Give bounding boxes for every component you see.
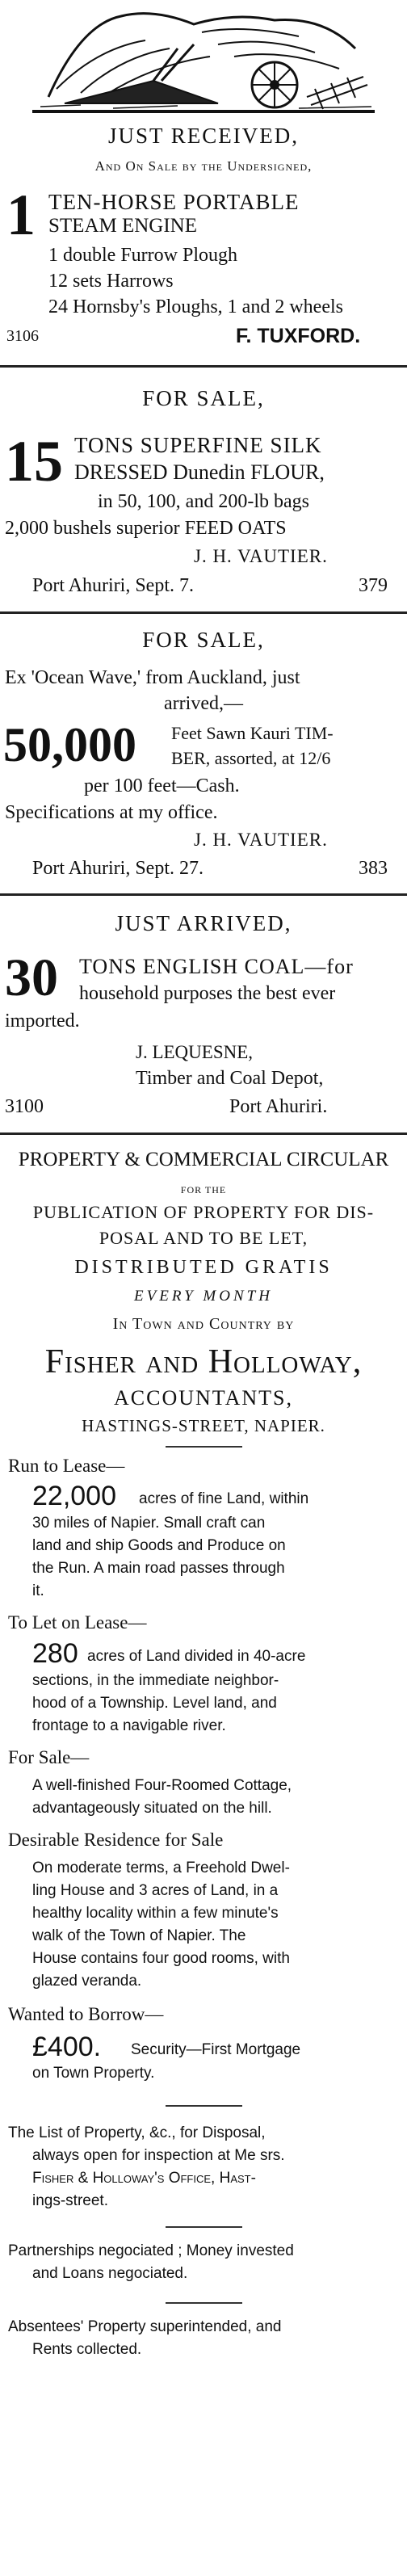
absentee-note-line2: Rents collected.: [32, 2341, 142, 2358]
run-title: Run to Lease—: [8, 1456, 125, 1476]
ad2-number: 379: [359, 575, 388, 596]
ad2-place-date: Port Ahuriri, Sept. 7.: [32, 575, 195, 596]
ad1-heading: JUST RECEIVED,: [107, 124, 299, 148]
ad2-line4: 2,000 bushels superior FEED OATS: [5, 518, 287, 539]
ad3-line3: Feet Sawn Kauri TIM-: [171, 723, 334, 743]
residence-line3: healthy locality within a few minute's: [32, 1905, 279, 1922]
ad4-place: Port Ahuriri.: [229, 1096, 328, 1117]
ad3-place-date: Port Ahuriri, Sept. 27.: [32, 858, 204, 879]
ad4-heading: JUST ARRIVED,: [115, 911, 292, 935]
ad5-line1: PUBLICATION OF PROPERTY FOR DIS-: [32, 1202, 375, 1222]
residence-line5: House contains four good rooms, with: [32, 1950, 290, 1967]
ad5-line5: In Town and Country by: [112, 1315, 295, 1333]
ad1-line2: STEAM ENGINE: [48, 215, 198, 237]
borrow-line2: on Town Property.: [32, 2065, 155, 2082]
run-line3: land and ship Goods and Produce on: [32, 1537, 286, 1554]
partnership-note-line2: and Loans negociated.: [32, 2265, 188, 2282]
ad4-depot: Timber and Coal Depot,: [136, 1068, 324, 1089]
ad5-line3: DISTRIBUTED GRATIS: [74, 1257, 333, 1278]
ad1-line3: 1 double Furrow Plough: [48, 245, 237, 266]
ad4-line1: TONS ENGLISH COAL—for: [79, 955, 354, 978]
list-note-line4: ings-street.: [32, 2192, 108, 2209]
residence-line6: glazed veranda.: [32, 1973, 142, 1990]
divider: [0, 1133, 407, 1135]
ad3-line1: Ex 'Ocean Wave,' from Auckland, just: [5, 667, 300, 688]
ad2-heading: FOR SALE,: [142, 386, 265, 410]
ad3-line6: Specifications at my office.: [5, 802, 218, 823]
ad5-title: PROPERTY & COMMERCIAL CIRCULAR: [18, 1149, 389, 1170]
ad1-line5: 24 Hornsby's Ploughs, 1 and 2 wheels: [48, 296, 343, 317]
ad3-line4: BER, assorted, at 12/6: [171, 748, 331, 768]
let-title: To Let on Lease—: [8, 1612, 147, 1633]
ad1-signature: F. TUXFORD.: [236, 325, 361, 347]
sale-title: For Sale—: [8, 1747, 90, 1767]
borrow-line1: Security—First Mortgage: [131, 2041, 301, 2058]
ad3-line2: arrived,—: [164, 693, 243, 714]
ad5-accountants: ACCOUNTANTS,: [114, 1386, 293, 1410]
ad4-big-number: 30: [5, 948, 58, 1007]
ad5-address: HASTINGS-STREET, NAPIER.: [82, 1416, 325, 1435]
farm-implements-engraving: [32, 0, 375, 117]
ad2-line2: DRESSED Dunedin FLOUR,: [74, 460, 325, 484]
ad1-subheading: And On Sale by the Undersigned,: [94, 158, 313, 174]
ad5-firm: Fisher and Holloway,: [44, 1343, 363, 1380]
let-line2: sections, in the immediate neighbor-: [32, 1672, 279, 1689]
residence-line2: ling House and 3 acres of Land, in a: [32, 1882, 279, 1899]
ad4-signature: J. LEQUESNE,: [136, 1042, 254, 1062]
ad1-big-number: 1: [6, 183, 36, 247]
divider: [0, 365, 407, 368]
let-line3: hood of a Township. Level land, and: [32, 1695, 277, 1712]
run-line2: 30 miles of Napier. Small craft can: [32, 1515, 266, 1532]
run-amount: 22,000: [32, 1481, 116, 1511]
short-divider: [166, 2105, 242, 2107]
run-line5: it.: [32, 1582, 44, 1599]
sale-line2: advantageously situated on the hill.: [32, 1800, 272, 1817]
ad3-heading: FOR SALE,: [142, 628, 265, 652]
borrow-title: Wanted to Borrow—: [8, 2004, 164, 2024]
let-line1: acres of Land divided in 40-acre: [87, 1648, 306, 1665]
run-line1: acres of fine Land, within: [139, 1490, 309, 1507]
ad2-line1: TONS SUPERFINE SILK: [74, 433, 322, 457]
ad2-big-number: 15: [5, 429, 63, 494]
ad5-line2: POSAL AND TO BE LET,: [99, 1228, 308, 1248]
ad5-for-the: FOR THE: [180, 1184, 227, 1196]
ad1-line4: 12 sets Harrows: [48, 271, 174, 292]
ad3-big-number: 50,000: [3, 718, 136, 771]
residence-line4: walk of the Town of Napier. The: [32, 1927, 246, 1944]
partnership-note-line1: Partnerships negociated ; Money invested: [8, 2242, 294, 2259]
ad1-line1: TEN-HORSE PORTABLE: [48, 190, 300, 214]
ad3-line5: per 100 feet—Cash.: [84, 775, 240, 796]
borrow-amount: £400.: [32, 2032, 102, 2062]
divider: [0, 611, 407, 614]
absentee-note-line1: Absentees' Property superintended, and: [8, 2318, 282, 2335]
ad4-number: 3100: [5, 1096, 44, 1117]
residence-title: Desirable Residence for Sale: [8, 1830, 224, 1850]
list-note-line1: The List of Property, &c., for Disposal,: [8, 2124, 266, 2141]
divider: [0, 893, 407, 896]
sale-line1: A well-finished Four-Roomed Cottage,: [32, 1777, 292, 1794]
residence-line1: On moderate terms, a Freehold Dwel-: [32, 1860, 290, 1876]
ad1-number: 3106: [6, 327, 39, 345]
ad4-line2: household purposes the best ever: [79, 983, 336, 1004]
short-divider: [166, 1446, 242, 1448]
short-divider: [166, 2226, 242, 2228]
ad3-signature: J. H. VAUTIER.: [194, 830, 328, 850]
ad3-number: 383: [359, 858, 388, 879]
ad5-line4: EVERY MONTH: [134, 1288, 273, 1305]
let-amount: 280: [32, 1638, 78, 1669]
let-line4: frontage to a navigable river.: [32, 1717, 226, 1734]
ad2-line3: in 50, 100, and 200-lb bags: [98, 491, 309, 512]
list-note-line3: Fisher & Holloway's Office, Hast-: [32, 2170, 256, 2187]
ad4-line3: imported.: [5, 1011, 80, 1032]
short-divider: [166, 2302, 242, 2304]
run-line4: the Run. A main road passes through: [32, 1560, 285, 1577]
list-note-line2: always open for inspection at Me srs.: [32, 2147, 285, 2164]
ad2-signature: J. H. VAUTIER.: [194, 546, 328, 566]
